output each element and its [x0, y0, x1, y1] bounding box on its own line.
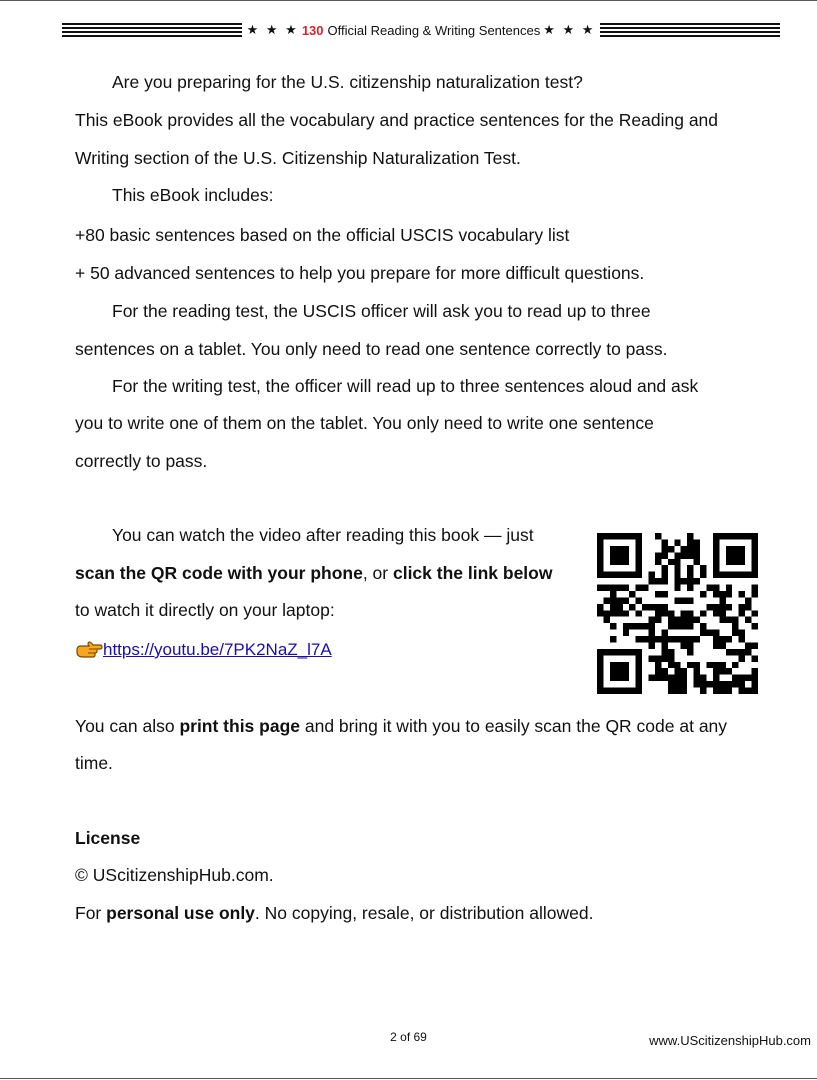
usage-post: . No copying, resale, or distribution allowed. [254, 903, 594, 923]
print-bold: print this page [179, 716, 300, 736]
include-item-basic: +80 basic sentences based on the official USCIS vocabulary list [75, 225, 570, 245]
writing-line-3: correctly to pass. [75, 451, 208, 471]
header-title-block [242, 22, 601, 38]
footer-website: www.UScitizenshipHub.com [649, 1033, 811, 1048]
video-bold-click: click the link below [392, 563, 553, 583]
writing-line-2: you to write one of them on the tablet. You only need to write one sentence [75, 413, 654, 433]
print-post: and bring it with you to easily scan the QR code at any [300, 716, 728, 736]
license-heading: License [75, 828, 141, 848]
print-pre: You can also [75, 716, 180, 736]
header-title: Official Reading & Writing Sentences [327, 22, 541, 38]
video-bold-scan: scan the QR code with your phone [75, 563, 363, 583]
video-link[interactable]: https://youtu.be/7PK2NaZ_l7A [103, 640, 332, 659]
license-usage [75, 902, 593, 924]
print-line-2: time. [75, 753, 113, 773]
intro-line-3: Writing section of the U.S. Citizenship Naturalization Test. [75, 148, 521, 168]
qr-code-image[interactable] [597, 533, 758, 694]
page-top-border [0, 0, 817, 1]
page-bottom-border [0, 1078, 817, 1079]
intro-question: Are you preparing for the U.S. citizenship naturalization test? [112, 72, 583, 92]
license-copyright: © UScitizenshipHub.com. [75, 865, 274, 885]
intro-line-2: This eBook provides all the vocabulary and practice sentences for the Reading and [75, 110, 719, 130]
page-header [62, 20, 780, 40]
usage-bold: personal use only [106, 903, 255, 923]
usage-pre: For [75, 903, 107, 923]
page-number: 2 of 69 [390, 1030, 427, 1044]
header-rule-left [62, 23, 242, 38]
video-line-3: to watch it directly on your laptop: [75, 600, 335, 620]
print-line-1 [75, 715, 727, 737]
writing-line-1: For the writing test, the officer will read up to three sentences aloud and ask [112, 376, 699, 396]
star-icons-right: ★ ★ ★ [543, 22, 596, 37]
video-line-2-mid: , or [362, 563, 393, 583]
video-line-1: You can watch the video after reading this book — just [112, 525, 534, 545]
includes-heading: This eBook includes: [112, 185, 274, 205]
star-icons-left: ★ ★ ★ [246, 22, 299, 37]
reading-line-1: For the reading test, the USCIS officer will ask you to read up to three [112, 301, 651, 321]
header-number: 130 [301, 22, 324, 38]
video-link-row [75, 638, 332, 662]
pointing-hand-icon [75, 639, 103, 661]
reading-line-2: sentences on a tablet. You only need to read one sentence correctly to pass. [75, 339, 668, 359]
header-rule-right [600, 23, 780, 38]
video-line-2 [75, 562, 552, 584]
include-item-advanced: + 50 advanced sentences to help you prepare for more difficult questions. [75, 263, 645, 283]
